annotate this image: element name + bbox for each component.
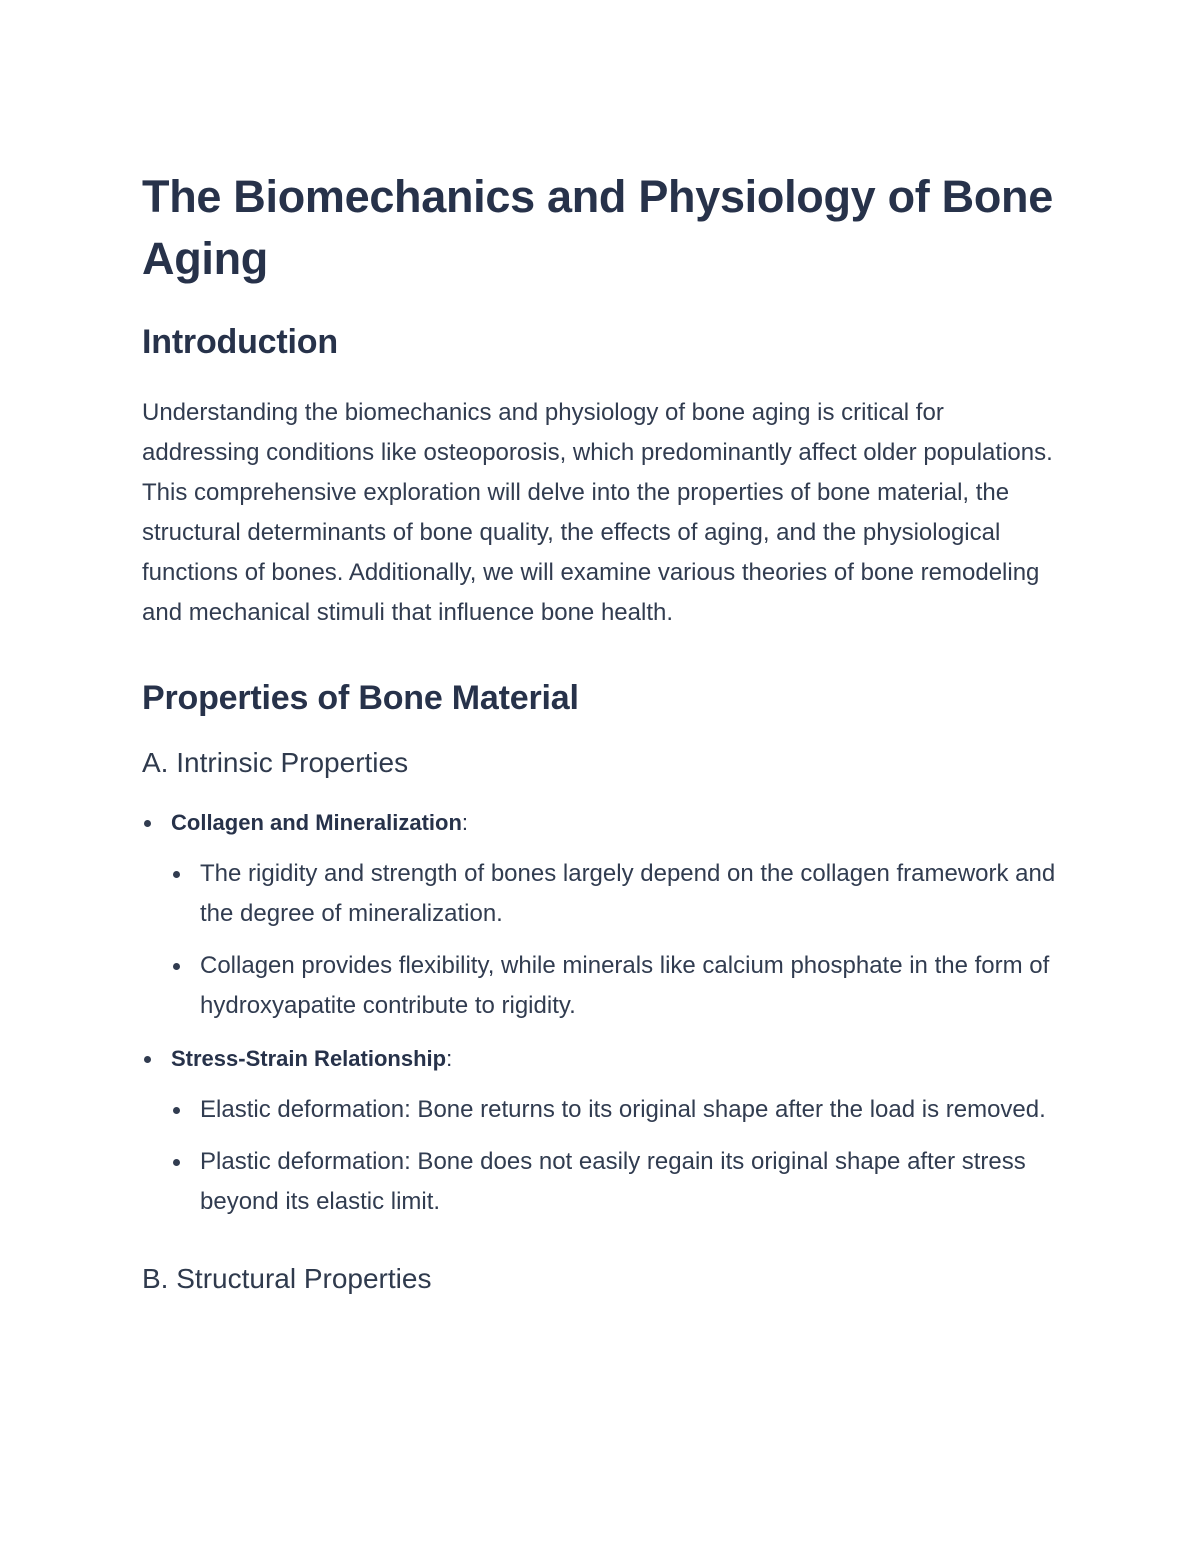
document-page — [142, 166, 1062, 1299]
list-item-label: Collagen and Mineralization — [171, 810, 462, 835]
sub-list-item-text: Elastic deformation: Bone returns to its original shape after the load is removed. — [200, 1096, 1046, 1123]
sub-list-item-text: The rigidity and strength of bones largely depend on the collagen framework and the degree of mineralization. — [200, 860, 1056, 927]
intrinsic-properties-list — [142, 803, 1062, 1222]
properties-heading: Properties of Bone Material — [142, 679, 579, 717]
bullet-icon — [173, 871, 180, 878]
bullet-icon — [144, 820, 151, 827]
sub-list — [171, 1090, 1062, 1222]
list-item — [142, 803, 1062, 1026]
sub-list-item — [171, 946, 1062, 1026]
sub-list-item-text: Plastic deformation: Bone does not easily regain its original shape after stress beyond its elastic limit. — [200, 1148, 1026, 1215]
bullet-icon — [173, 1159, 180, 1166]
introduction-paragraph: Understanding the biomechanics and physiology of bone aging is critical for addressing conditions like osteoporosis, which predominantly affect older populations. This comprehensive exploration will delve into the properties of bone material, the structural determinants of bone quality, the effects of aging, and the physiological functions of bones. Additionally, we will examine various theories of bone remodeling and mechanical stimuli that influence bone health. — [142, 399, 1053, 626]
introduction-heading: Introduction — [142, 323, 338, 361]
list-item-colon: : — [461, 810, 469, 835]
sub-list-item — [171, 1142, 1062, 1222]
sub-list — [171, 854, 1062, 1026]
document-title: The Biomechanics and Physiology of Bone Aging — [142, 171, 1053, 284]
structural-properties-heading: B. Structural Properties — [142, 1263, 432, 1294]
list-item-colon: : — [446, 1046, 453, 1071]
bullet-icon — [173, 1107, 180, 1114]
sub-list-item — [171, 1090, 1062, 1130]
bullet-icon — [144, 1056, 151, 1063]
sub-list-item-text: Collagen provides flexibility, while minerals like calcium phosphate in the form of hydroxyapatite contribute to rigidity. — [200, 952, 1050, 1019]
intrinsic-properties-heading: A. Intrinsic Properties — [142, 747, 409, 778]
sub-list-item — [171, 854, 1062, 934]
list-item — [142, 1039, 1062, 1222]
list-item-label: Stress-Strain Relationship — [171, 1046, 447, 1071]
bullet-icon — [173, 963, 180, 970]
